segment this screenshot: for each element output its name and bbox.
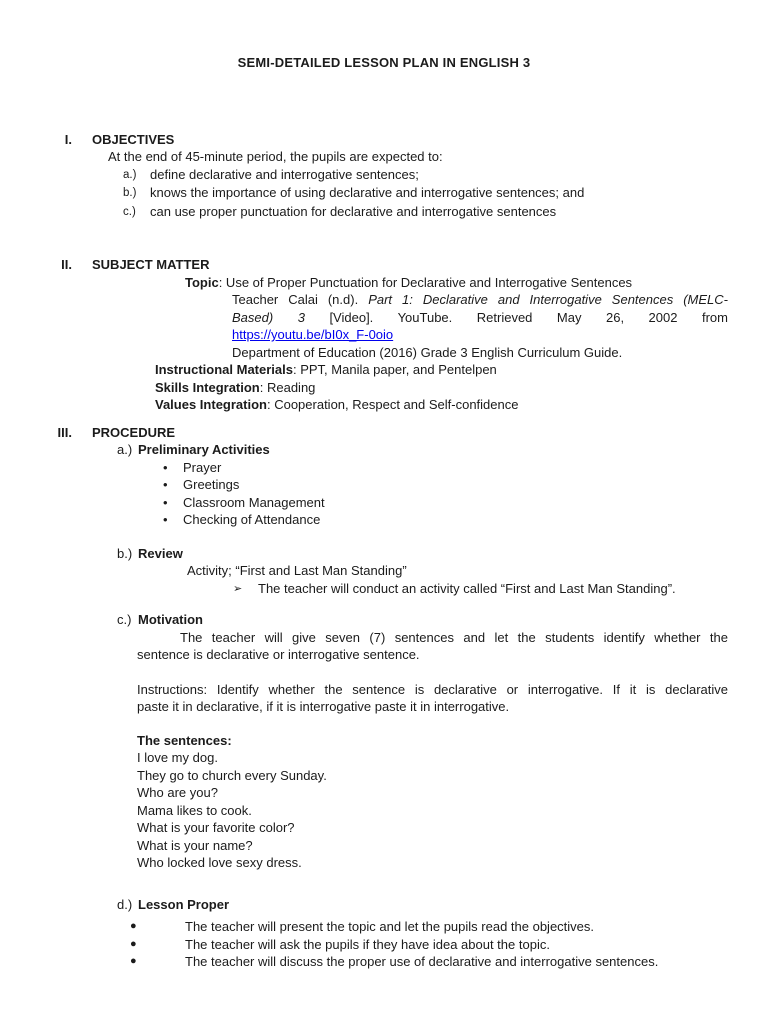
list-item-text: Prayer [183,459,222,475]
item-letter: a.) [117,442,133,457]
list-item [163,476,768,494]
section-objectives-heading [0,131,768,149]
sentence-item: What is your name? [137,837,253,853]
list-item [163,511,768,529]
sentence-item: Who locked love sexy dress. [137,855,302,870]
section-numeral: III. [57,424,72,440]
topic-label: Topic [185,274,219,290]
item-letter: d.) [117,896,133,912]
motivation-heading [117,611,768,629]
values-label: Values Integration [155,397,267,412]
paragraph-line: The teacher will give seven (7) sentences and let the students identify whether the [180,629,728,645]
skills-integration-line [155,379,768,397]
review-arrow-line [233,580,768,599]
list-item-text: The teacher will discuss the proper use of declarative and interrogative sentences. [185,954,659,969]
sentence-item: What is your favorite color? [137,820,295,835]
section-subject-matter-heading [0,256,768,274]
citation-text: [Video]. YouTube. Retrieved May 26, 2002 from [304,309,728,325]
item-title: Preliminary Activities [138,442,270,457]
preliminary-bullet-list [163,459,768,529]
citation-block [232,291,728,361]
sentence-item: Mama likes to cook. [137,802,252,818]
paragraph-line: paste it in declarative, if it is interrogative paste it in interrogative. [137,699,510,714]
list-item-text: Classroom Management [183,494,325,510]
citation-title-italic: Part 1: Declarative and Interrogative Sentences (MELC- [368,292,728,307]
values-integration-line [155,396,768,414]
item-text: define declarative and interrogative sentences; [150,166,419,182]
item-letter: b.) [123,187,137,199]
document-title: SEMI-DETAILED LESSON PLAN IN ENGLISH 3 [237,55,531,70]
list-item-text: Checking of Attendance [183,512,321,527]
review-heading [117,545,768,563]
section-title: SUBJECT MATTER [92,257,210,272]
section-numeral: II. [61,257,72,272]
section-title: OBJECTIVES [92,131,175,147]
item-letter: c.) [117,612,132,627]
item-title: Review [138,545,183,561]
objective-item [123,203,768,222]
arrow-bullet-icon: ➢ [233,582,243,595]
lesson-proper-bullet-list [130,918,768,971]
motivation-paragraph-1 [137,629,728,664]
paragraph-line: sentence is declarative or interrogative sentence. [137,647,420,662]
objective-item [123,184,768,203]
citation-title-italic: Based) 3 [232,309,305,325]
preliminary-activities-heading [117,441,768,459]
item-letter: a.) [123,168,137,181]
citation-text: Teacher Calai (n.d). [232,292,369,307]
objective-item [123,166,768,185]
motivation-paragraph-2 [137,681,728,716]
bullet-icon: ● [130,937,137,950]
item-text: knows the importance of using declarative and interrogative sentences; and [150,185,585,200]
youtube-link[interactable]: https://youtu.be/bI0x_F-0oio [232,327,394,342]
list-item [130,936,768,954]
item-letter: b.) [117,545,133,561]
skills-text: : Reading [259,379,316,395]
objectives-intro: At the end of 45-minute period, the pupils are expected to: [108,149,443,164]
values-text: : Cooperation, Respect and Self-confidence [266,397,519,412]
section-title: PROCEDURE [92,424,176,440]
list-item-text: The teacher will ask the pupils if they have idea about the topic. [185,936,550,952]
materials-text: : PPT, Manila paper, and Pentelpen [292,362,497,377]
bullet-icon: ● [130,955,137,967]
review-activity-line: Activity; “First and Last Man Standing” [187,563,407,578]
bullet-icon: • [163,494,168,510]
bullet-icon: ● [130,920,137,932]
sentence-item: They go to church every Sunday. [137,767,327,783]
arrow-line-text: The teacher will conduct an activity called “First and Last Man Standing”. [258,580,676,596]
citation-line [232,291,728,309]
sentence-item: I love my dog. [137,750,218,765]
instructional-materials-line [155,361,768,379]
skills-label: Skills Integration [155,379,260,395]
materials-label: Instructional Materials [155,362,293,377]
list-item [163,494,768,512]
list-item [163,459,768,477]
topic-line [185,274,768,292]
list-item-text: Greetings [183,477,240,492]
bullet-icon: • [163,512,168,527]
bullet-icon: • [163,477,168,492]
citation-line: Department of Education (2016) Grade 3 English Curriculum Guide. [232,344,623,360]
sentence-item: Who are you? [137,785,218,800]
citation-line [232,326,728,344]
section-procedure-heading [0,424,768,442]
citation-line [232,309,728,327]
section-numeral: I. [64,131,72,147]
item-letter: c.) [123,205,136,218]
list-item [130,918,768,936]
paragraph-line: Instructions: Identify whether the sentence is declarative or interrogative. If it is declarative [137,681,728,697]
list-item [130,953,768,971]
sentences-heading: The sentences: [137,732,232,748]
lesson-proper-heading [117,896,768,914]
item-text: can use proper punctuation for declarative and interrogative sentences [150,203,557,219]
bullet-icon: • [163,459,168,475]
list-item-text: The teacher will present the topic and let the pupils read the objectives. [185,919,595,934]
item-title: Lesson Proper [138,896,230,912]
topic-text: : Use of Proper Punctuation for Declarative and Interrogative Sentences [218,274,633,290]
item-title: Motivation [138,612,203,627]
